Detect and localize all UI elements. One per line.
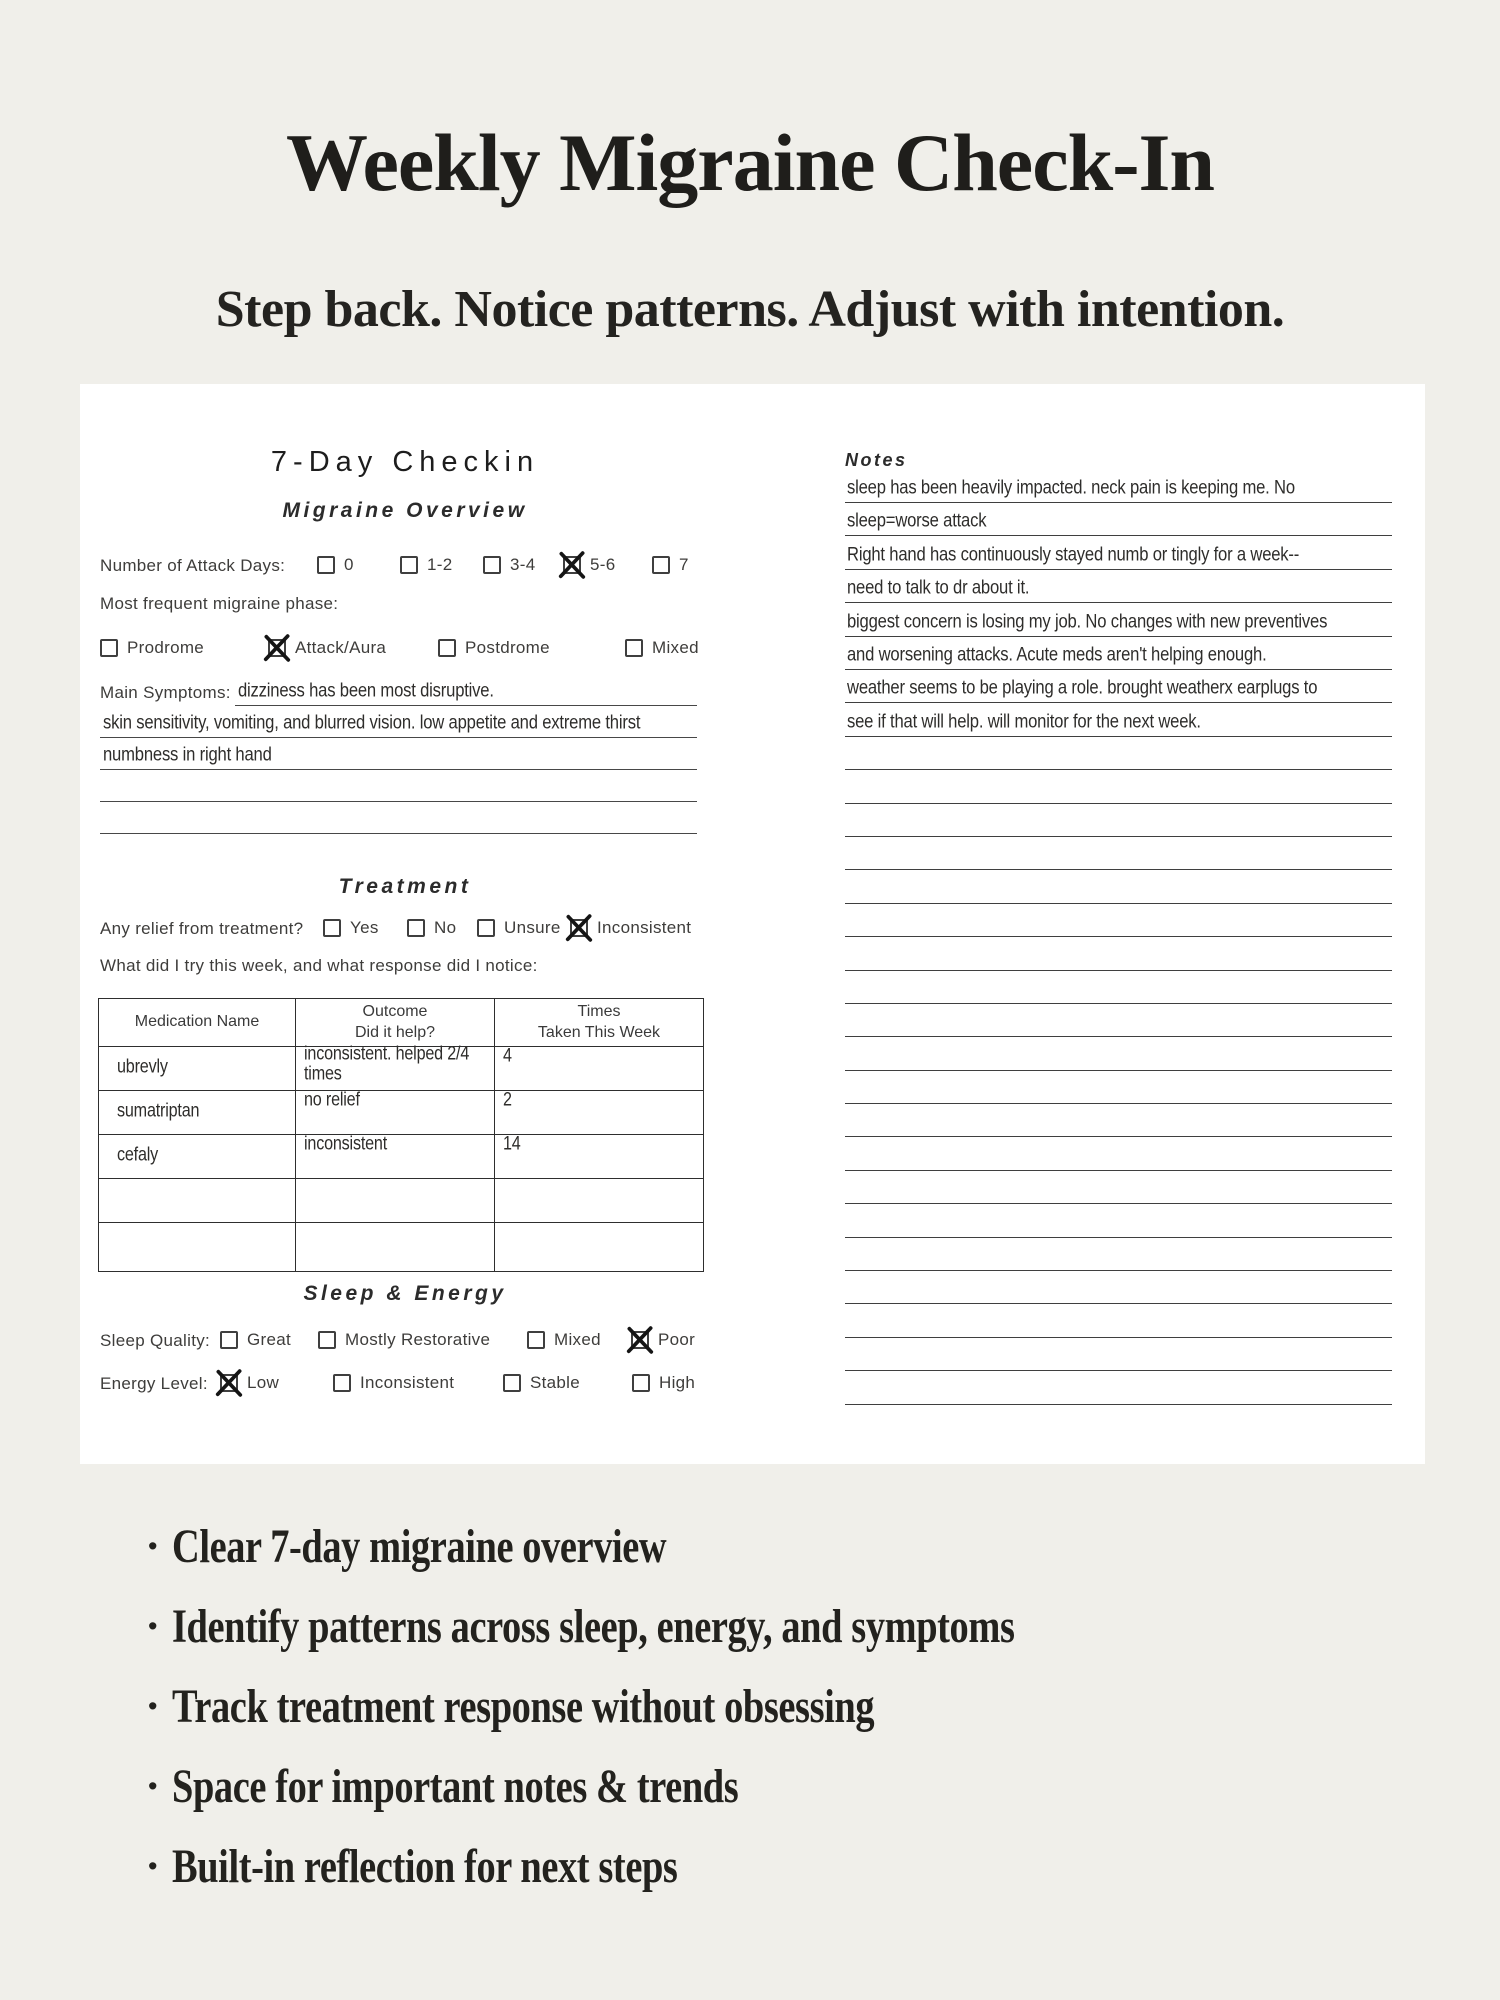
worksheet-card: [80, 384, 1425, 1464]
sleep-option-poor[interactable]: [631, 1330, 695, 1350]
med-times-cell[interactable]: [495, 1088, 704, 1135]
table-row: [99, 1135, 704, 1179]
option-label: Yes: [350, 918, 379, 937]
notes-line[interactable]: [845, 642, 1392, 670]
option-label: Stable: [530, 1373, 581, 1392]
option-label: 3-4: [510, 555, 536, 574]
symptoms-line-3[interactable]: [100, 742, 697, 770]
relief-label: Any relief from treatment?: [100, 919, 304, 938]
energy-level-row: [80, 1373, 800, 1397]
handwritten-text: numbness in right hand: [103, 742, 272, 765]
handwritten-text: biggest concern is losing my job. No changes with new preventives: [847, 609, 1328, 632]
attack-days-row: [80, 555, 800, 579]
handwritten-text: need to talk to dr about it.: [847, 575, 1030, 598]
checkbox: [333, 1374, 351, 1392]
x-mark-icon: [625, 1325, 655, 1355]
notes-line[interactable]: [845, 475, 1392, 503]
phase-option-attack-aura[interactable]: [268, 638, 386, 658]
option-label: Postdrome: [465, 638, 550, 657]
phase-option-prodrome[interactable]: [100, 638, 204, 658]
notes-line[interactable]: [845, 1103, 1392, 1104]
checkbox: [268, 639, 286, 657]
feature-text: Built-in reflection for next steps: [172, 1839, 678, 1893]
option-label: Mixed: [652, 638, 699, 657]
phase-label-row: [80, 593, 800, 617]
feature-item: [148, 1826, 1226, 1906]
notes-line[interactable]: [845, 1303, 1392, 1304]
notes-line[interactable]: [845, 836, 1392, 837]
notes-line[interactable]: [845, 508, 1392, 536]
bullet-icon: •: [148, 1850, 158, 1881]
feature-item: [148, 1586, 1226, 1666]
med-outcome-cell[interactable]: [296, 1179, 495, 1223]
attack-days-option-1[interactable]: [400, 555, 452, 575]
checkbox: [503, 1374, 521, 1392]
section-heading-sleep-energy: Sleep & Energy: [303, 1282, 507, 1305]
checkbox: [400, 556, 418, 574]
relief-option-no[interactable]: [407, 918, 456, 938]
notes-line[interactable]: [845, 1203, 1392, 1204]
option-label: Mixed: [554, 1330, 601, 1349]
option-label: Unsure: [504, 918, 561, 937]
checkbox: [632, 1374, 650, 1392]
x-mark-icon: [564, 913, 594, 943]
attack-days-option-3[interactable]: [563, 555, 615, 575]
handwritten-text: ubrevly: [117, 1055, 168, 1078]
section-heading-overview: Migraine Overview: [282, 499, 528, 522]
sleep-option-great[interactable]: [220, 1330, 291, 1350]
option-label: Prodrome: [127, 638, 205, 657]
handwritten-text: inconsistent: [304, 1132, 388, 1155]
feature-text: Identify patterns across sleep, energy, and symptoms: [172, 1599, 1015, 1653]
notes-line[interactable]: [845, 675, 1392, 703]
feature-item: [148, 1506, 1226, 1586]
x-mark-icon: [557, 550, 587, 580]
symptoms-line-1[interactable]: [235, 678, 697, 706]
table-intro-row: [80, 955, 800, 979]
med-times-cell[interactable]: [495, 1132, 704, 1179]
attack-days-option-4[interactable]: [652, 555, 689, 575]
sleep-quality-label: Sleep Quality:: [100, 1331, 211, 1350]
phase-option-postdrome[interactable]: [438, 638, 550, 658]
x-mark-icon: [214, 1368, 244, 1398]
med-times-cell[interactable]: [495, 1223, 704, 1272]
main-symptoms-label: Main Symptoms:: [100, 683, 231, 702]
option-label: Inconsistent: [360, 1373, 455, 1392]
checkbox: [323, 919, 341, 937]
relief-option-unsure[interactable]: [477, 918, 561, 938]
notes-heading: Notes: [845, 450, 908, 470]
sleep-option-mixed[interactable]: [527, 1330, 601, 1350]
checkbox: [483, 556, 501, 574]
sleep-option-mostly-restorative[interactable]: [318, 1330, 490, 1350]
option-label: Inconsistent: [597, 918, 692, 937]
med-name-cell[interactable]: [99, 1223, 296, 1272]
attack-days-option-0[interactable]: [317, 555, 354, 575]
feature-item: [148, 1666, 1226, 1746]
checkbox: [477, 919, 495, 937]
handwritten-text: weather seems to be playing a role. brought weatherx earplugs to: [847, 675, 1318, 698]
handwritten-text: and worsening attacks. Acute meds aren't helping enough.: [847, 642, 1267, 665]
option-label: 5-6: [590, 555, 616, 574]
option-label: 1-2: [427, 555, 453, 574]
attack-days-label: Number of Attack Days:: [100, 556, 286, 575]
relief-row: [80, 918, 800, 942]
checkbox: [438, 639, 456, 657]
handwritten-text: skin sensitivity, vomiting, and blurred vision. low appetite and extreme thirst: [103, 710, 641, 733]
med-times-cell[interactable]: [495, 1044, 704, 1091]
notes-line[interactable]: [845, 1237, 1392, 1238]
bullet-icon: •: [148, 1770, 158, 1801]
notes-line[interactable]: [845, 1070, 1392, 1071]
relief-option-yes[interactable]: [323, 918, 379, 938]
medication-table: [98, 998, 704, 1272]
page-title: Weekly Migraine Check-In: [285, 117, 1215, 208]
med-name-cell[interactable]: [99, 1135, 296, 1179]
checkbox: [100, 639, 118, 657]
sleep-quality-row: [80, 1330, 800, 1354]
notes-line[interactable]: [845, 903, 1392, 904]
header-medication-name: Medication Name: [99, 999, 296, 1047]
option-label: 0: [344, 555, 354, 574]
checkbox: [527, 1331, 545, 1349]
option-label: Poor: [658, 1330, 696, 1349]
phase-option-mixed[interactable]: [625, 638, 699, 658]
handwritten-text: cefaly: [117, 1143, 159, 1166]
option-label: Low: [247, 1373, 280, 1392]
handwritten-text: sumatriptan: [117, 1099, 200, 1122]
checkbox: [220, 1374, 238, 1392]
med-times-cell[interactable]: [495, 1179, 704, 1223]
med-outcome-cell[interactable]: [296, 1132, 495, 1179]
checkbox: [220, 1331, 238, 1349]
phase-options-row: [80, 638, 800, 662]
bullet-icon: •: [148, 1610, 158, 1641]
option-label: High: [659, 1373, 696, 1392]
table-row: [99, 1179, 704, 1223]
table-header-row: [99, 999, 704, 1047]
feature-item: [148, 1746, 1226, 1826]
checkbox: [652, 556, 670, 574]
notes-line[interactable]: [845, 970, 1392, 971]
energy-level-label: Energy Level:: [100, 1374, 208, 1393]
handwritten-text: 2: [503, 1088, 512, 1111]
page-subtitle: Step back. Notice patterns. Adjust with intention.: [215, 281, 1285, 338]
checkbox: [317, 556, 335, 574]
option-label: No: [434, 918, 457, 937]
option-label: Attack/Aura: [295, 638, 387, 657]
med-outcome-cell[interactable]: [296, 1088, 495, 1135]
feature-text: Clear 7-day migraine overview: [172, 1519, 667, 1573]
handwritten-text: inconsistent. helped 2/4 times: [304, 1042, 470, 1084]
energy-option-low[interactable]: [220, 1373, 279, 1393]
notes-line[interactable]: [845, 1136, 1392, 1137]
notes-line[interactable]: [845, 1370, 1392, 1371]
header-times: Times Taken This Week: [495, 999, 704, 1047]
feature-text: Track treatment response without obsessing: [172, 1679, 875, 1733]
notes-line[interactable]: [845, 575, 1392, 603]
energy-option-stable[interactable]: [503, 1373, 580, 1393]
energy-option-high[interactable]: [632, 1373, 695, 1393]
option-label: Great: [247, 1330, 292, 1349]
bullet-icon: •: [148, 1530, 158, 1561]
x-mark-icon: [262, 633, 292, 663]
handwritten-text: no relief: [304, 1088, 360, 1111]
relief-option-inconsistent[interactable]: [570, 918, 691, 938]
notes-line[interactable]: [845, 609, 1392, 637]
table-row: [99, 1091, 704, 1135]
notes-line[interactable]: [845, 1270, 1392, 1271]
notes-line[interactable]: [845, 936, 1392, 937]
handwritten-text: sleep=worse attack: [847, 508, 987, 531]
energy-option-inconsistent[interactable]: [333, 1373, 454, 1393]
option-label: Mostly Restorative: [345, 1330, 491, 1349]
symptoms-line-5[interactable]: [100, 833, 697, 834]
med-name-cell[interactable]: [99, 1047, 296, 1091]
med-outcome-cell[interactable]: [296, 1042, 495, 1091]
med-outcome-cell[interactable]: [296, 1223, 495, 1272]
table-row: [99, 1223, 704, 1272]
checkbox: [407, 919, 425, 937]
checkbox: [631, 1331, 649, 1349]
notes-line[interactable]: [845, 1170, 1392, 1171]
form-title: 7-Day Checkin: [270, 446, 540, 478]
symptoms-line-4[interactable]: [100, 801, 697, 802]
section-heading-treatment: Treatment: [338, 875, 472, 898]
table-row: [99, 1047, 704, 1091]
med-name-cell[interactable]: [99, 1091, 296, 1135]
phase-label: Most frequent migraine phase:: [100, 594, 339, 613]
handwritten-text: dizziness has been most disruptive.: [238, 678, 494, 701]
attack-days-option-2[interactable]: [483, 555, 535, 575]
notes-line[interactable]: [845, 1404, 1392, 1405]
notes-line[interactable]: [845, 542, 1392, 570]
notes-line[interactable]: [845, 709, 1392, 737]
bullet-icon: •: [148, 1690, 158, 1721]
option-label: 7: [679, 555, 689, 574]
feature-list: [148, 1506, 1226, 1906]
feature-text: Space for important notes & trends: [172, 1759, 739, 1813]
med-name-cell[interactable]: [99, 1179, 296, 1223]
notes-line[interactable]: [845, 1036, 1392, 1037]
notes-line[interactable]: [845, 1337, 1392, 1338]
header-outcome: Outcome Did it help?: [296, 999, 495, 1047]
notes-line[interactable]: [845, 1003, 1392, 1004]
notes-line[interactable]: [845, 803, 1392, 804]
symptoms-line-2[interactable]: [100, 710, 697, 738]
checkbox: [625, 639, 643, 657]
checkbox: [563, 556, 581, 574]
handwritten-text: 4: [503, 1044, 512, 1067]
checkbox: [318, 1331, 336, 1349]
notes-line[interactable]: [845, 769, 1392, 770]
handwritten-text: see if that will help. will monitor for the next week.: [847, 709, 1201, 732]
handwritten-text: sleep has been heavily impacted. neck pain is keeping me. No: [847, 475, 1295, 498]
checkbox: [570, 919, 588, 937]
handwritten-text: Right hand has continuously stayed numb or tingly for a week--: [847, 542, 1300, 565]
handwritten-text: 14: [503, 1132, 521, 1155]
table-intro-label: What did I try this week, and what response did I notice:: [100, 956, 538, 975]
notes-line[interactable]: [845, 869, 1392, 870]
